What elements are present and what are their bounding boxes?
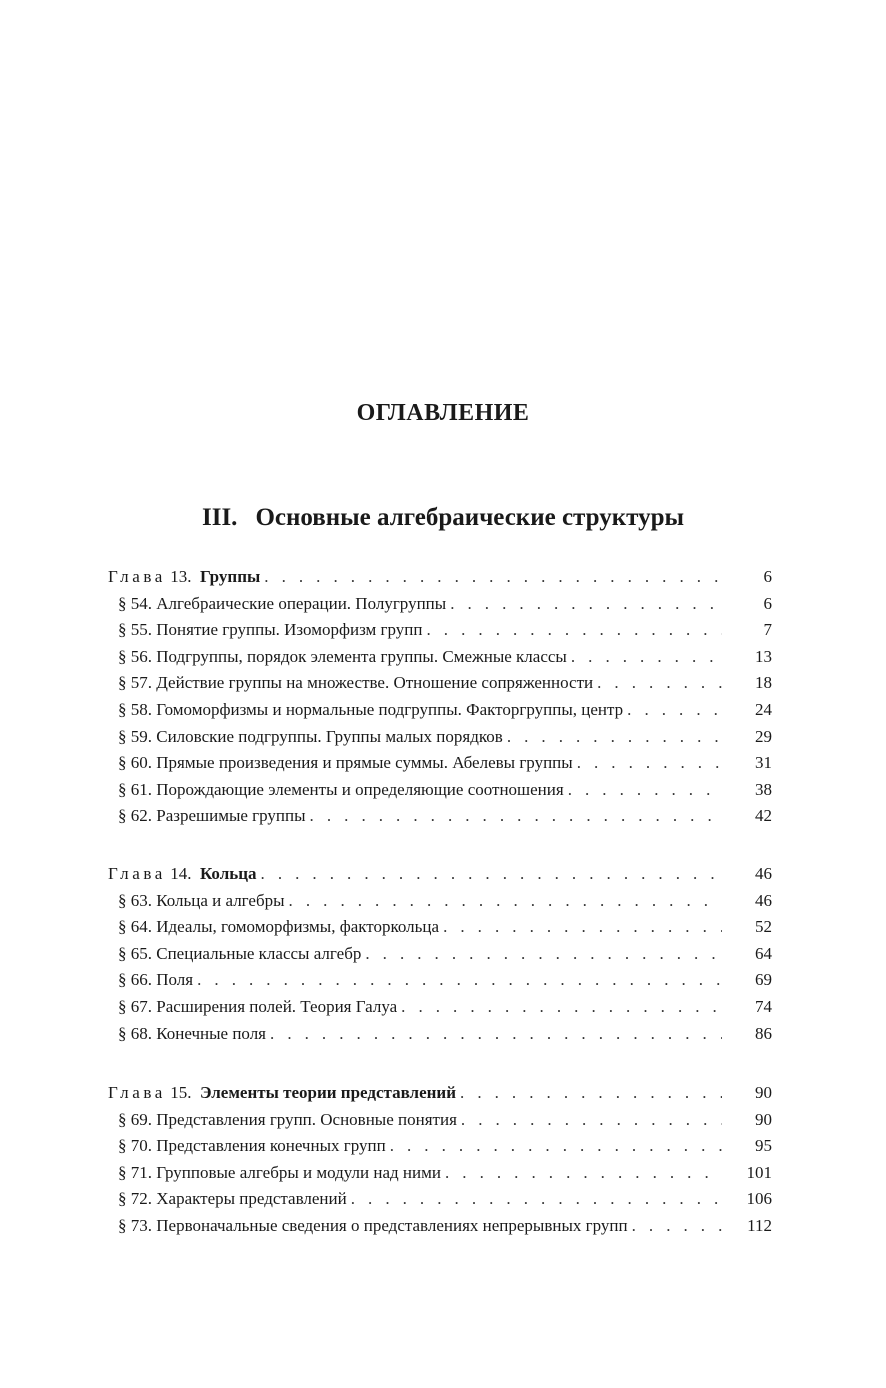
toc-section-row[interactable]	[108, 670, 772, 697]
section-title: § 59. Силовские подгруппы. Группы малых порядков	[118, 726, 503, 746]
chapter-number: 14.	[170, 864, 192, 883]
page-number: 24	[755, 699, 772, 719]
page-number: 101	[746, 1162, 772, 1182]
toc-chapter-row[interactable]	[108, 861, 772, 888]
part-title: Основные алгебраические структуры	[255, 504, 684, 531]
page-number: 74	[755, 996, 772, 1016]
toc-section-row[interactable]	[108, 994, 772, 1021]
page-number: 29	[755, 726, 772, 746]
leader-dots	[461, 1107, 722, 1134]
chapter-title: Кольца	[199, 864, 257, 883]
section-title: § 67. Расширения полей. Теория Галуа	[118, 996, 398, 1016]
toc-section-row[interactable]	[108, 617, 772, 644]
section-title: § 58. Гомоморфизмы и нормальные подгруппы. Факторгруппы, центр	[118, 699, 624, 719]
toc-chapter-14	[108, 861, 772, 1047]
page-title: ОГЛАВЛЕНИЕ	[356, 400, 530, 426]
toc-section-row[interactable]	[108, 750, 772, 777]
chapter-number: 15.	[170, 1083, 192, 1102]
leader-dots	[264, 564, 722, 591]
toc-section-row[interactable]	[108, 1107, 772, 1134]
page-number: 106	[746, 1189, 772, 1209]
section-title: § 70. Представления конечных групп	[118, 1136, 386, 1156]
chapter-word: Глава	[108, 864, 166, 883]
chapter-number: 13.	[170, 567, 192, 586]
toc-chapter-13	[108, 564, 772, 830]
page-number: 42	[755, 806, 772, 826]
leader-dots	[365, 941, 722, 968]
toc-chapter-row[interactable]	[108, 1080, 772, 1107]
page-number: 90	[755, 1109, 772, 1129]
section-title: § 73. Первоначальные сведения о представлениях непрерывных групп	[118, 1215, 628, 1235]
toc-section-row[interactable]	[108, 1213, 772, 1240]
leader-dots	[597, 670, 722, 697]
section-title: § 72. Характеры представлений	[118, 1189, 347, 1209]
leader-dots	[627, 697, 722, 724]
toc-section-row[interactable]	[108, 1186, 772, 1213]
toc-section-row[interactable]	[108, 644, 772, 671]
section-title: § 69. Представления групп. Основные понятия	[118, 1109, 457, 1129]
section-title: § 55. Понятие группы. Изоморфизм групп	[118, 620, 423, 640]
toc-section-row[interactable]	[108, 697, 772, 724]
page-number: 18	[755, 673, 772, 693]
leader-dots	[445, 1160, 722, 1187]
page-number: 38	[755, 779, 772, 799]
leader-dots	[571, 644, 722, 671]
leader-dots	[351, 1186, 722, 1213]
section-title: § 56. Подгруппы, порядок элемента группы. Смежные классы	[118, 646, 567, 666]
section-title: § 68. Конечные поля	[118, 1023, 267, 1043]
toc-section-row[interactable]	[108, 1160, 772, 1187]
chapter-heading	[108, 1080, 456, 1107]
toc-section-row[interactable]	[108, 967, 772, 994]
leader-dots	[270, 1021, 722, 1048]
section-title: § 65. Специальные классы алгебр	[118, 943, 362, 963]
section-title: § 54. Алгебраические операции. Полугруппы	[118, 593, 447, 613]
part-heading	[0, 504, 886, 532]
toc-section-row[interactable]	[108, 914, 772, 941]
chapter-title: Элементы теории представлений	[199, 1083, 457, 1102]
leader-dots	[197, 967, 722, 994]
page-number: 95	[755, 1136, 772, 1156]
leader-dots	[310, 803, 722, 830]
section-title: § 62. Разрешимые группы	[118, 806, 306, 826]
page-number: 52	[755, 917, 772, 937]
leader-dots	[577, 750, 722, 777]
part-number: III.	[202, 504, 238, 531]
page-number: 112	[747, 1215, 772, 1235]
leader-dots	[450, 591, 722, 618]
page-number: 69	[755, 970, 772, 990]
leader-dots	[390, 1133, 722, 1160]
toc-section-row[interactable]	[108, 803, 772, 830]
section-title: § 63. Кольца и алгебры	[118, 890, 285, 910]
leader-dots	[289, 888, 722, 915]
page-number: 31	[755, 753, 772, 773]
toc-section-row[interactable]	[108, 888, 772, 915]
leader-dots	[261, 861, 722, 888]
section-title: § 71. Групповые алгебры и модули над ними	[118, 1162, 441, 1182]
leader-dots	[507, 724, 722, 751]
toc-chapter-row[interactable]	[108, 564, 772, 591]
chapter-heading	[108, 564, 260, 591]
toc-section-row[interactable]	[108, 591, 772, 618]
toc-section-row[interactable]	[108, 724, 772, 751]
leader-dots	[401, 994, 722, 1021]
chapter-word: Глава	[108, 567, 166, 586]
toc-section-row[interactable]	[108, 1021, 772, 1048]
page-number: 46	[755, 864, 772, 883]
section-title: § 61. Порождающие элементы и определяющие соотношения	[118, 779, 564, 799]
leader-dots	[427, 617, 723, 644]
section-title: § 57. Действие группы на множестве. Отношение сопряженности	[118, 673, 594, 693]
toc-section-row[interactable]	[108, 1133, 772, 1160]
section-title: § 60. Прямые произведения и прямые суммы. Абелевы группы	[118, 753, 573, 773]
page-number: 6	[763, 593, 772, 613]
page-number: 7	[763, 620, 772, 640]
leader-dots	[568, 777, 722, 804]
leader-dots	[443, 914, 722, 941]
page-number: 13	[755, 646, 772, 666]
leader-dots	[460, 1080, 722, 1107]
chapter-word: Глава	[108, 1083, 166, 1102]
chapter-title: Группы	[199, 567, 261, 586]
toc-section-row[interactable]	[108, 777, 772, 804]
page-number: 64	[755, 943, 772, 963]
page-number: 86	[755, 1023, 772, 1043]
section-title: § 64. Идеалы, гомоморфизмы, факторкольца	[118, 917, 440, 937]
toc-section-row[interactable]	[108, 941, 772, 968]
section-title: § 66. Поля	[118, 970, 194, 990]
leader-dots	[632, 1213, 722, 1240]
page-number: 46	[755, 890, 772, 910]
toc-chapter-15	[108, 1080, 772, 1240]
chapter-heading	[108, 861, 257, 888]
page-number: 90	[755, 1083, 772, 1102]
page-number: 6	[763, 567, 772, 586]
